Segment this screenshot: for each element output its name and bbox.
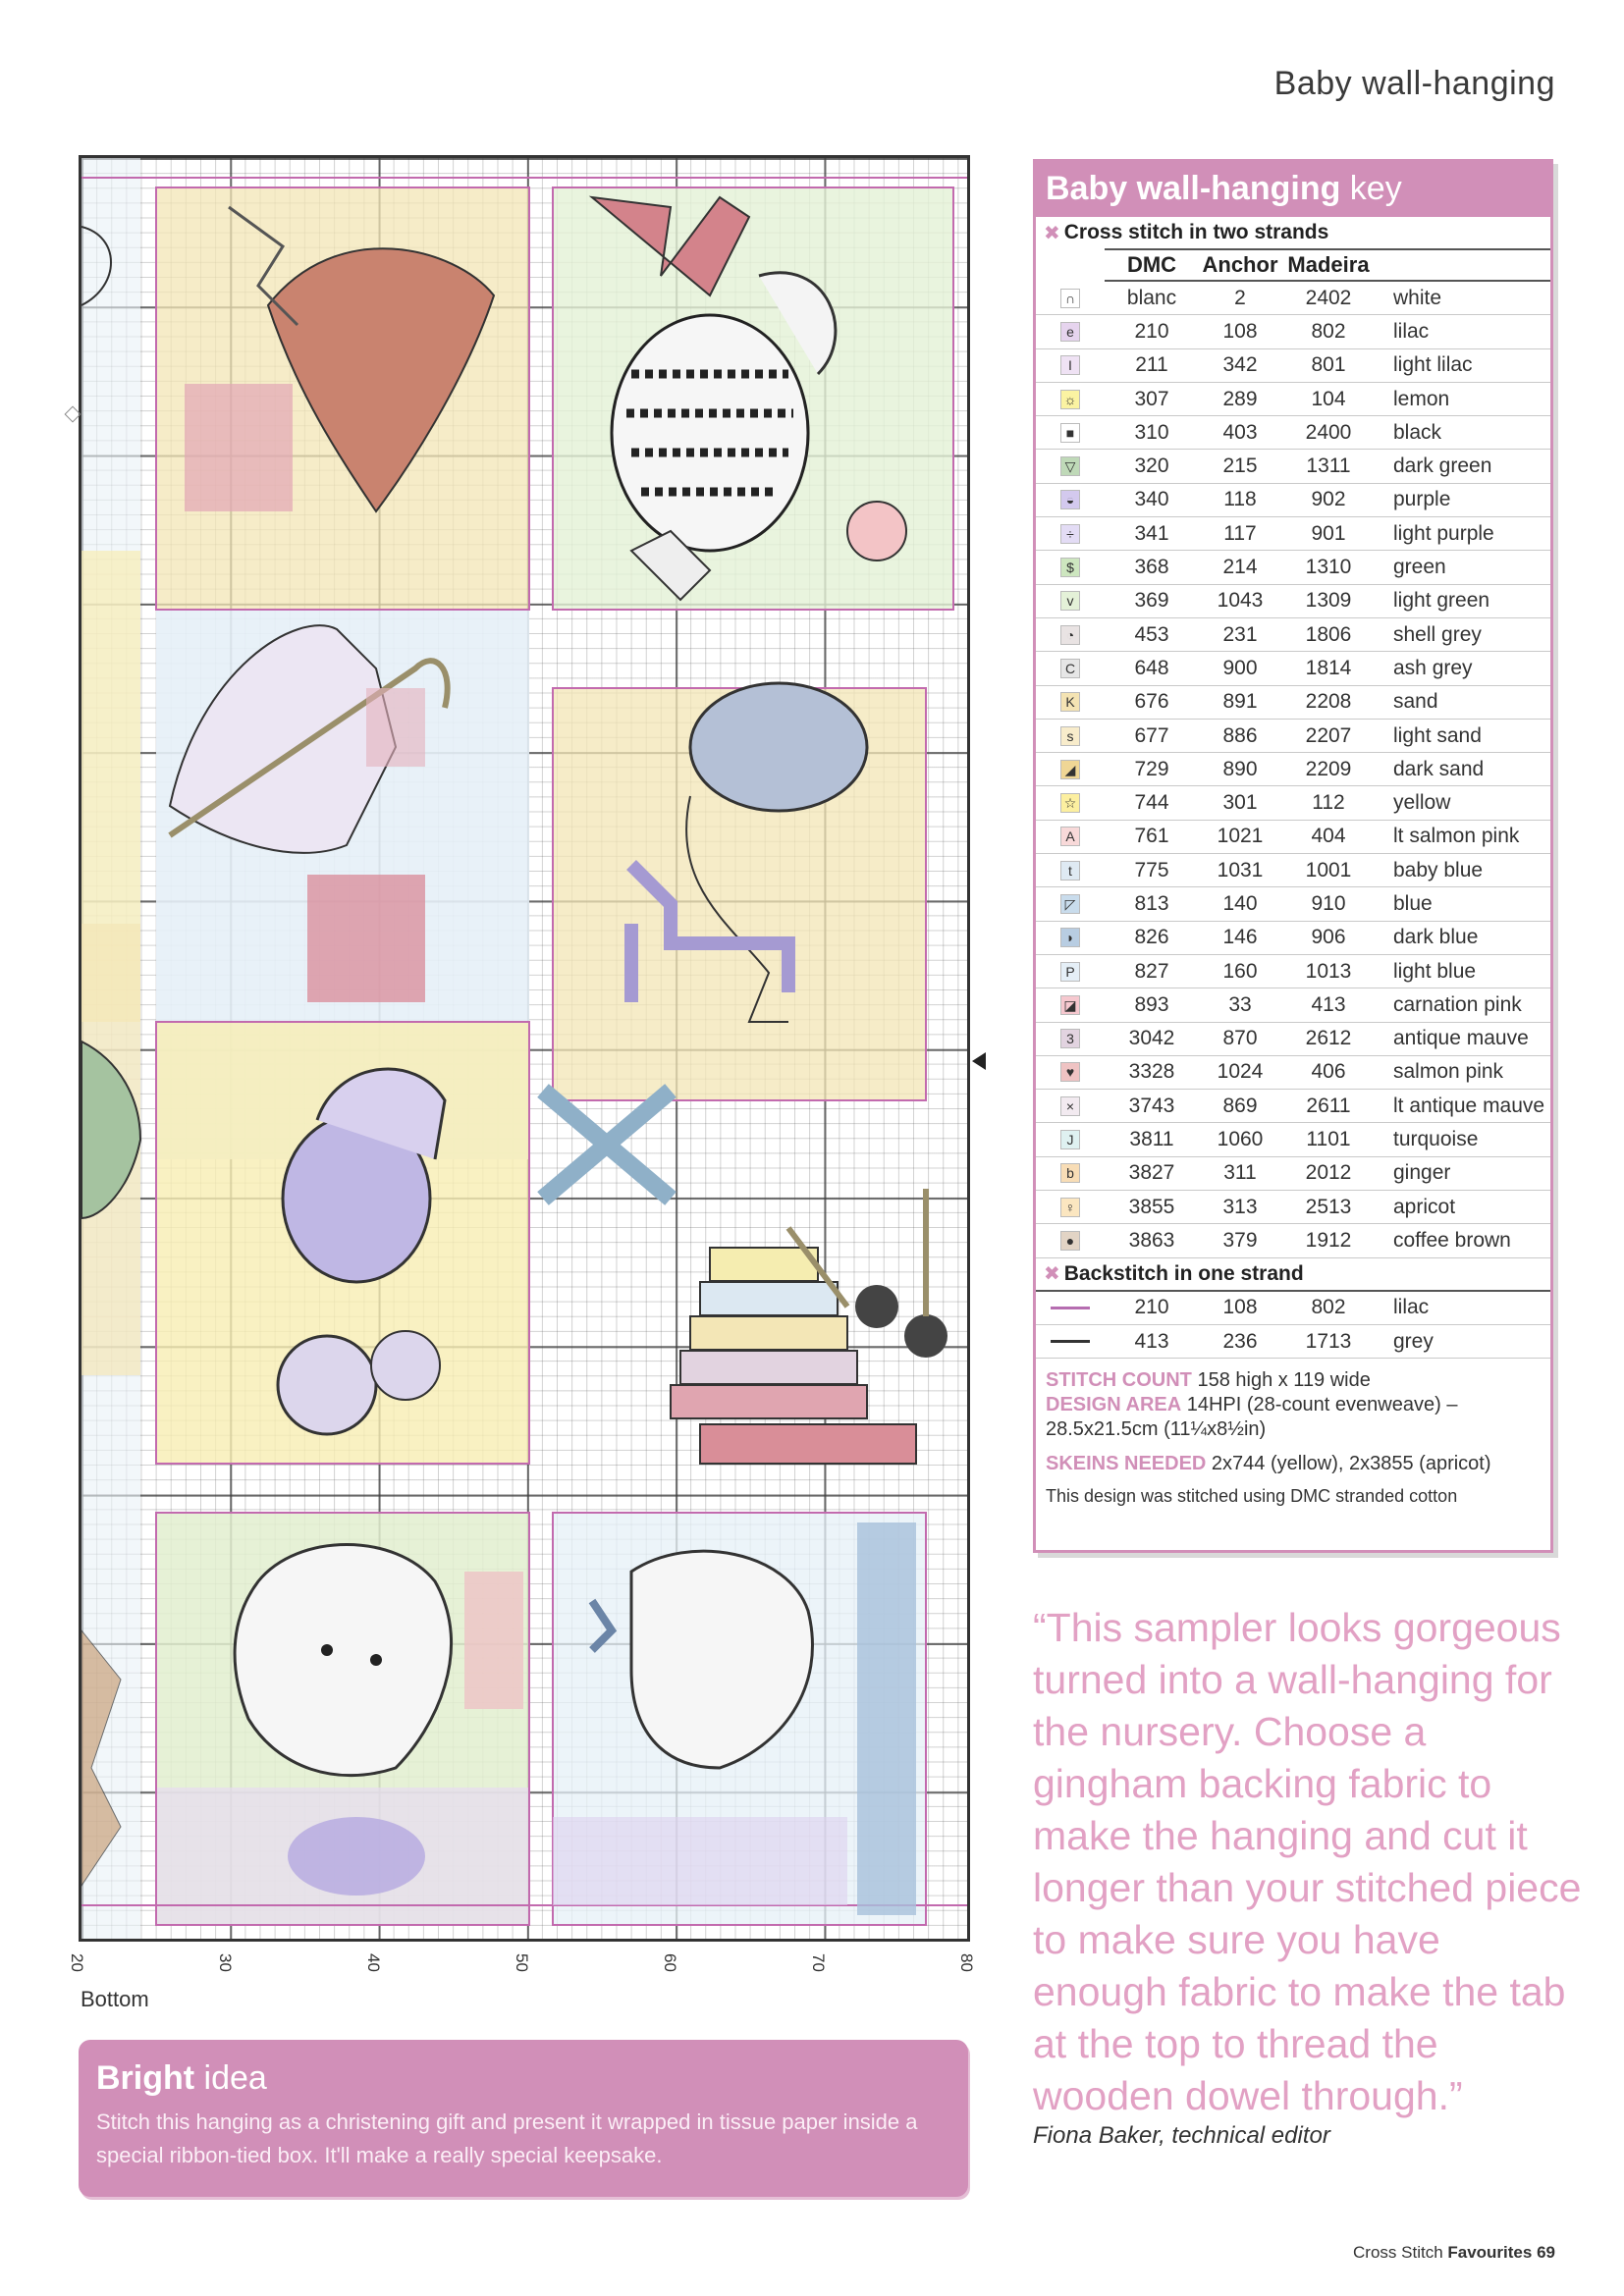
backstitch-madeira: 1713 bbox=[1305, 1329, 1352, 1353]
motif-sun-eye-2 bbox=[370, 1654, 382, 1666]
backstitch-dmc: 210 bbox=[1134, 1296, 1169, 1319]
thread-swatch: 3 bbox=[1060, 1029, 1080, 1048]
thread-row bbox=[1036, 955, 1550, 988]
thread-anchor: 108 bbox=[1222, 319, 1258, 343]
thread-name: light green bbox=[1393, 589, 1490, 613]
thread-swatch: ● bbox=[1060, 1231, 1080, 1251]
thread-row bbox=[1036, 922, 1550, 955]
thread-swatch: ◗ bbox=[1060, 928, 1080, 947]
thread-swatch: s bbox=[1060, 726, 1080, 746]
backstitch-anchor: 236 bbox=[1222, 1329, 1258, 1353]
axis-label-30: 30 bbox=[216, 1953, 235, 1972]
column-anchor: Anchor bbox=[1202, 252, 1278, 277]
cross-stitch-heading-text: Cross stitch in two strands bbox=[1063, 221, 1329, 243]
thread-madeira: 910 bbox=[1311, 891, 1346, 915]
thread-symbol-icon bbox=[1036, 490, 1105, 509]
thread-row bbox=[1036, 821, 1550, 854]
thread-dmc: 827 bbox=[1134, 959, 1169, 983]
thread-row bbox=[1036, 1023, 1550, 1056]
thread-dmc: 210 bbox=[1134, 319, 1169, 343]
thread-dmc: 893 bbox=[1134, 992, 1169, 1016]
thread-symbol-icon bbox=[1036, 928, 1105, 947]
motif-bottle-2 bbox=[371, 1331, 440, 1400]
thread-swatch: P bbox=[1060, 962, 1080, 982]
thread-symbol-icon bbox=[1036, 625, 1105, 645]
thread-madeira: 902 bbox=[1311, 488, 1346, 511]
thread-anchor: 215 bbox=[1222, 454, 1258, 478]
thread-anchor: 890 bbox=[1222, 757, 1258, 780]
thread-symbol-icon bbox=[1036, 456, 1105, 476]
thread-symbol-icon bbox=[1036, 1096, 1105, 1116]
footer-magazine: Cross Stitch bbox=[1353, 2243, 1448, 2262]
axis-label-20: 20 bbox=[68, 1953, 86, 1972]
backstitch-madeira: 802 bbox=[1311, 1296, 1346, 1319]
thread-swatch: ◒ bbox=[1060, 490, 1080, 509]
thread-symbol-icon bbox=[1036, 1062, 1105, 1082]
bright-idea-text: Stitch this hanging as a christening gift and present it wrapped in tissue paper inside a special ribbon-tied box. It'll make a really special keepsake. bbox=[96, 2109, 918, 2167]
stack-layer-3 bbox=[690, 1316, 847, 1350]
thread-dmc: 453 bbox=[1134, 622, 1169, 646]
stitch-count bbox=[1046, 1368, 1541, 1393]
thread-key-panel bbox=[1033, 159, 1553, 1553]
thread-dmc: 826 bbox=[1134, 926, 1169, 949]
thread-row bbox=[1036, 349, 1550, 383]
thread-madeira: 2402 bbox=[1305, 286, 1352, 309]
thread-name: apricot bbox=[1393, 1195, 1456, 1218]
thread-anchor: 146 bbox=[1222, 926, 1258, 949]
motif-bottle bbox=[278, 1336, 376, 1434]
key-title-bold: Baby wall-hanging bbox=[1046, 170, 1341, 207]
thread-anchor: 1060 bbox=[1217, 1128, 1264, 1151]
thread-symbol-icon bbox=[1036, 962, 1105, 982]
page-footer bbox=[1353, 2243, 1555, 2263]
motif-rattle-body bbox=[612, 315, 808, 551]
thread-symbol-icon bbox=[1036, 1029, 1105, 1048]
thread-row bbox=[1036, 720, 1550, 753]
bright-idea-title-bold: Bright bbox=[96, 2059, 195, 2097]
thread-row bbox=[1036, 282, 1550, 315]
thread-name: green bbox=[1393, 556, 1446, 579]
stitch-count-value: 158 high x 119 wide bbox=[1191, 1369, 1371, 1392]
thread-name: blue bbox=[1393, 891, 1433, 915]
cross-icon: ✖ bbox=[1044, 222, 1060, 244]
thread-swatch: e bbox=[1060, 322, 1080, 342]
axis-label-50: 50 bbox=[513, 1953, 531, 1972]
thread-madeira: 1806 bbox=[1305, 622, 1352, 646]
thread-symbol-icon bbox=[1036, 355, 1105, 375]
thread-row bbox=[1036, 618, 1550, 652]
design-area-value: 14HPI (28-count evenweave) – 28.5x21.5cm (11¼x8½in) bbox=[1046, 1394, 1458, 1441]
thread-anchor: 1043 bbox=[1217, 589, 1264, 613]
chart-center-arrow bbox=[972, 1052, 986, 1070]
thread-rows bbox=[1036, 282, 1550, 1258]
thread-name: ash grey bbox=[1393, 656, 1473, 679]
stack-layer-5 bbox=[671, 1385, 867, 1418]
thread-name: lemon bbox=[1393, 387, 1450, 410]
thread-anchor: 33 bbox=[1228, 992, 1252, 1016]
thread-dmc: 3042 bbox=[1128, 1027, 1175, 1050]
thread-symbol-icon bbox=[1036, 692, 1105, 712]
thread-dmc: 775 bbox=[1134, 858, 1169, 881]
backstitch-rows bbox=[1036, 1290, 1550, 1360]
thread-swatch: ▽ bbox=[1060, 456, 1080, 476]
thread-madeira: 406 bbox=[1311, 1060, 1346, 1084]
thread-madeira: 802 bbox=[1311, 319, 1346, 343]
thread-row bbox=[1036, 686, 1550, 720]
thread-swatch: ☆ bbox=[1060, 793, 1080, 813]
thread-madeira: 901 bbox=[1311, 521, 1346, 545]
thread-symbol-icon bbox=[1036, 861, 1105, 881]
thread-dmc: 3855 bbox=[1128, 1195, 1175, 1218]
thread-dmc: 676 bbox=[1134, 690, 1169, 714]
thread-symbol-icon bbox=[1036, 591, 1105, 611]
thread-name: turquoise bbox=[1393, 1128, 1479, 1151]
thread-swatch: $ bbox=[1060, 558, 1080, 577]
axis-label-60: 60 bbox=[661, 1953, 679, 1972]
thread-madeira: 2209 bbox=[1305, 757, 1352, 780]
motif-knitting-needles bbox=[543, 1091, 671, 1199]
motif-lilac-band bbox=[553, 1817, 847, 1905]
cross-stitch-heading bbox=[1036, 217, 1550, 248]
thread-symbol-icon bbox=[1036, 793, 1105, 813]
thread-name: lt antique mauve bbox=[1393, 1094, 1545, 1117]
backstitch-line bbox=[1051, 1340, 1090, 1343]
thread-madeira: 1912 bbox=[1305, 1228, 1352, 1252]
thread-name: sand bbox=[1393, 690, 1438, 714]
thread-anchor: 2 bbox=[1234, 286, 1246, 309]
thread-symbol-icon bbox=[1036, 558, 1105, 577]
thread-swatch: ☼ bbox=[1060, 390, 1080, 409]
thread-madeira: 2400 bbox=[1305, 420, 1352, 444]
backstitch-name: lilac bbox=[1393, 1296, 1430, 1319]
thread-symbol-icon bbox=[1036, 1130, 1105, 1149]
thread-swatch: b bbox=[1060, 1163, 1080, 1183]
thread-swatch: K bbox=[1060, 692, 1080, 712]
design-area bbox=[1046, 1393, 1541, 1442]
thread-swatch: ◸ bbox=[1060, 894, 1080, 914]
thread-name: lilac bbox=[1393, 319, 1430, 343]
motif-sun-eye-1 bbox=[321, 1644, 333, 1656]
axis-label-70: 70 bbox=[809, 1953, 828, 1972]
thread-swatch: ∩ bbox=[1060, 289, 1080, 308]
thread-anchor: 231 bbox=[1222, 622, 1258, 646]
thread-madeira: 1311 bbox=[1306, 454, 1351, 478]
thread-swatch: I bbox=[1060, 355, 1080, 375]
thread-dmc: 648 bbox=[1134, 656, 1169, 679]
thread-anchor: 1031 bbox=[1217, 858, 1264, 881]
thread-row bbox=[1036, 887, 1550, 921]
thread-swatch: A bbox=[1060, 827, 1080, 846]
thread-madeira: 2207 bbox=[1305, 723, 1352, 747]
thread-row bbox=[1036, 786, 1550, 820]
thread-swatch: ◔ bbox=[1060, 625, 1080, 645]
thread-name: baby blue bbox=[1393, 858, 1484, 881]
motif-sun bbox=[235, 1545, 452, 1776]
thread-symbol-icon bbox=[1036, 289, 1105, 308]
thread-symbol-icon bbox=[1036, 423, 1105, 443]
motif-stack-ball-1 bbox=[855, 1285, 898, 1328]
thread-row bbox=[1036, 753, 1550, 786]
thread-symbol-icon bbox=[1036, 322, 1105, 342]
thread-dmc: blanc bbox=[1126, 286, 1177, 309]
footer-section: Favourites bbox=[1447, 2243, 1533, 2262]
thread-madeira: 404 bbox=[1311, 825, 1346, 848]
thread-swatch: ◢ bbox=[1060, 760, 1080, 779]
thread-swatch: ◪ bbox=[1060, 995, 1080, 1015]
bright-idea-box bbox=[79, 2040, 968, 2197]
thread-name: carnation pink bbox=[1393, 992, 1522, 1016]
thread-name: shell grey bbox=[1393, 622, 1482, 646]
thread-name: dark green bbox=[1393, 454, 1492, 478]
thread-anchor: 289 bbox=[1222, 387, 1258, 410]
thread-dmc: 3743 bbox=[1128, 1094, 1175, 1117]
editor-quote: “This sampler looks gorgeous turned into a wall-hanging for the nursery. Choose a gingham backing fabric to make the hanging and cut it longer than your stitched piece to make sure you have enough fabric to make the tab at the top to thread the wooden dowel through.” bbox=[1033, 1605, 1582, 2118]
backstitch-row bbox=[1036, 1325, 1550, 1359]
thread-dmc: 3811 bbox=[1129, 1128, 1174, 1151]
motif-blue-column bbox=[857, 1522, 916, 1915]
thread-row bbox=[1036, 1090, 1550, 1123]
thread-symbol-icon bbox=[1036, 524, 1105, 544]
thread-symbol-icon bbox=[1036, 659, 1105, 678]
thread-anchor: 1024 bbox=[1217, 1060, 1264, 1084]
column-madeira: Madeira bbox=[1287, 252, 1370, 277]
thread-row bbox=[1036, 988, 1550, 1022]
thread-dmc: 310 bbox=[1134, 420, 1169, 444]
thread-anchor: 301 bbox=[1222, 791, 1258, 815]
thread-anchor: 886 bbox=[1222, 723, 1258, 747]
thread-anchor: 379 bbox=[1222, 1228, 1258, 1252]
thread-name: white bbox=[1393, 286, 1442, 309]
thread-name: light sand bbox=[1393, 723, 1482, 747]
thread-madeira: 104 bbox=[1311, 387, 1346, 410]
motif-rattle-knob bbox=[847, 502, 906, 561]
design-area-label: DESIGN AREA bbox=[1046, 1394, 1182, 1416]
thread-dmc: 729 bbox=[1134, 757, 1169, 780]
motif-stack-toy bbox=[671, 1248, 916, 1464]
backstitch-heading-text: Backstitch in one strand bbox=[1063, 1261, 1304, 1285]
thread-swatch: ÷ bbox=[1060, 524, 1080, 544]
column-dmc: DMC bbox=[1126, 252, 1177, 277]
thread-dmc: 744 bbox=[1134, 791, 1169, 815]
backstitch-row bbox=[1036, 1292, 1550, 1325]
thread-madeira: 2612 bbox=[1305, 1027, 1352, 1050]
bright-idea-title bbox=[96, 2059, 950, 2098]
thread-madeira: 1001 bbox=[1305, 858, 1352, 881]
thread-anchor: 1021 bbox=[1217, 825, 1264, 848]
backstitch-line-icon bbox=[1036, 1340, 1105, 1343]
thread-name: antique mauve bbox=[1393, 1027, 1529, 1050]
thread-madeira: 1013 bbox=[1305, 959, 1352, 983]
thread-swatch: ♥ bbox=[1060, 1062, 1080, 1082]
thread-name: ginger bbox=[1393, 1161, 1451, 1185]
thread-anchor: 313 bbox=[1222, 1195, 1258, 1218]
thread-symbol-icon bbox=[1036, 1198, 1105, 1217]
thread-name: light purple bbox=[1393, 521, 1494, 545]
stack-layer-1 bbox=[710, 1248, 818, 1281]
chart-bottom-label: Bottom bbox=[81, 1987, 149, 2011]
backstitch-dmc: 413 bbox=[1134, 1329, 1169, 1353]
thread-row bbox=[1036, 652, 1550, 685]
thread-anchor: 214 bbox=[1222, 556, 1258, 579]
thread-swatch: v bbox=[1060, 591, 1080, 611]
key-title bbox=[1036, 162, 1550, 217]
thread-madeira: 1101 bbox=[1306, 1128, 1351, 1151]
thread-symbol-icon bbox=[1036, 1231, 1105, 1251]
thread-row bbox=[1036, 1123, 1550, 1156]
thread-row bbox=[1036, 450, 1550, 483]
thread-row bbox=[1036, 1157, 1550, 1191]
thread-symbol-icon bbox=[1036, 390, 1105, 409]
backstitch-line-icon bbox=[1036, 1307, 1105, 1309]
thread-symbol-icon bbox=[1036, 995, 1105, 1015]
motif-pink-patch bbox=[185, 384, 293, 511]
thread-name: salmon pink bbox=[1393, 1060, 1504, 1084]
thread-madeira: 2513 bbox=[1305, 1195, 1352, 1218]
thread-madeira: 112 bbox=[1312, 791, 1345, 815]
stack-layer-4 bbox=[680, 1351, 857, 1384]
thread-dmc: 677 bbox=[1134, 723, 1169, 747]
thread-name: lt salmon pink bbox=[1393, 825, 1520, 848]
cross-icon: ✖ bbox=[1044, 1263, 1060, 1286]
thread-name: light lilac bbox=[1393, 353, 1473, 377]
thread-row bbox=[1036, 1224, 1550, 1257]
thread-symbol-icon bbox=[1036, 827, 1105, 846]
thread-anchor: 891 bbox=[1222, 690, 1258, 714]
quote-author: Fiona Baker, technical editor bbox=[1033, 2122, 1330, 2149]
thread-row bbox=[1036, 383, 1550, 416]
footer-page-number: 69 bbox=[1532, 2243, 1555, 2262]
thread-row bbox=[1036, 854, 1550, 887]
thread-anchor: 342 bbox=[1222, 353, 1258, 377]
axis-label-40: 40 bbox=[364, 1953, 383, 1972]
thread-name: light blue bbox=[1393, 959, 1477, 983]
thread-name: yellow bbox=[1393, 791, 1451, 815]
backstitch-name: grey bbox=[1393, 1329, 1434, 1353]
thread-swatch: J bbox=[1060, 1130, 1080, 1149]
thread-anchor: 900 bbox=[1222, 656, 1258, 679]
thread-swatch: × bbox=[1060, 1096, 1080, 1116]
thread-symbol-icon bbox=[1036, 726, 1105, 746]
thread-swatch: C bbox=[1060, 659, 1080, 678]
thread-dmc: 307 bbox=[1134, 387, 1169, 410]
skeins-needed bbox=[1046, 1452, 1541, 1476]
page-section-title: Baby wall-hanging bbox=[1273, 65, 1555, 102]
thread-symbol-icon bbox=[1036, 1163, 1105, 1183]
thread-dmc: 813 bbox=[1134, 891, 1169, 915]
cross-stitch-chart bbox=[79, 155, 970, 1942]
thread-dmc: 320 bbox=[1134, 454, 1169, 478]
thread-madeira: 1814 bbox=[1305, 656, 1352, 679]
thread-dmc: 761 bbox=[1134, 825, 1169, 848]
thread-dmc: 341 bbox=[1134, 521, 1169, 545]
skeins-label: SKEINS NEEDED bbox=[1046, 1453, 1207, 1475]
thread-swatch: ♀ bbox=[1060, 1198, 1080, 1217]
thread-symbol-icon bbox=[1036, 894, 1105, 914]
key-column-headers bbox=[1105, 248, 1550, 282]
thread-madeira: 1309 bbox=[1305, 589, 1352, 613]
motif-pink-block bbox=[307, 875, 425, 1002]
thread-dmc: 369 bbox=[1134, 589, 1169, 613]
thread-dmc: 3827 bbox=[1128, 1161, 1175, 1185]
thread-anchor: 403 bbox=[1222, 420, 1258, 444]
chart-motifs bbox=[81, 158, 970, 1942]
stitching-note: This design was stitched using DMC stranded cotton bbox=[1046, 1486, 1458, 1507]
bright-idea-title-rest: idea bbox=[194, 2059, 267, 2097]
thread-row bbox=[1036, 484, 1550, 517]
thread-row bbox=[1036, 1191, 1550, 1224]
axis-label-80: 80 bbox=[957, 1953, 976, 1972]
thread-row bbox=[1036, 416, 1550, 450]
thread-madeira: 801 bbox=[1311, 353, 1346, 377]
thread-madeira: 2208 bbox=[1305, 690, 1352, 714]
thread-anchor: 118 bbox=[1223, 488, 1257, 511]
motif-purple-blob bbox=[288, 1817, 425, 1896]
thread-row bbox=[1036, 315, 1550, 348]
thread-madeira: 1310 bbox=[1305, 556, 1352, 579]
backstitch-heading bbox=[1036, 1258, 1550, 1290]
thread-row bbox=[1036, 585, 1550, 618]
thread-madeira: 413 bbox=[1311, 992, 1346, 1016]
thread-madeira: 2611 bbox=[1306, 1094, 1351, 1117]
thread-anchor: 140 bbox=[1222, 891, 1258, 915]
thread-dmc: 340 bbox=[1134, 488, 1169, 511]
thread-row bbox=[1036, 551, 1550, 584]
thread-symbol-icon bbox=[1036, 760, 1105, 779]
motif-stack-ball-2 bbox=[904, 1314, 947, 1358]
thread-anchor: 311 bbox=[1223, 1161, 1257, 1185]
thread-anchor: 160 bbox=[1222, 959, 1258, 983]
thread-anchor: 869 bbox=[1222, 1094, 1258, 1117]
thread-madeira: 2012 bbox=[1305, 1161, 1352, 1185]
thread-name: purple bbox=[1393, 488, 1451, 511]
thread-madeira: 906 bbox=[1311, 926, 1346, 949]
thread-row bbox=[1036, 1056, 1550, 1090]
skeins-value: 2x744 (yellow), 2x3855 (apricot) bbox=[1206, 1453, 1491, 1475]
motif-yarn-ball bbox=[690, 683, 867, 811]
stack-layer-2 bbox=[700, 1282, 838, 1315]
motif-pink-side bbox=[464, 1572, 523, 1709]
stack-layer-6 bbox=[700, 1424, 916, 1464]
stitch-count-label: STITCH COUNT bbox=[1046, 1369, 1192, 1392]
thread-dmc: 368 bbox=[1134, 556, 1169, 579]
key-stats bbox=[1036, 1359, 1550, 1519]
thread-swatch: t bbox=[1060, 861, 1080, 881]
thread-dmc: 3863 bbox=[1128, 1228, 1175, 1252]
thread-name: dark sand bbox=[1393, 757, 1485, 780]
thread-swatch: ■ bbox=[1060, 423, 1080, 443]
thread-row bbox=[1036, 517, 1550, 551]
key-title-rest: key bbox=[1340, 170, 1402, 207]
thread-name: dark blue bbox=[1393, 926, 1479, 949]
thread-anchor: 117 bbox=[1223, 521, 1257, 545]
backstitch-line bbox=[1051, 1307, 1090, 1309]
thread-name: coffee brown bbox=[1393, 1228, 1511, 1252]
thread-name: black bbox=[1393, 420, 1442, 444]
motif-pink-block-2 bbox=[366, 688, 425, 767]
thread-dmc: 3328 bbox=[1128, 1060, 1175, 1084]
thread-anchor: 870 bbox=[1222, 1027, 1258, 1050]
backstitch-anchor: 108 bbox=[1222, 1296, 1258, 1319]
thread-dmc: 211 bbox=[1135, 353, 1168, 377]
